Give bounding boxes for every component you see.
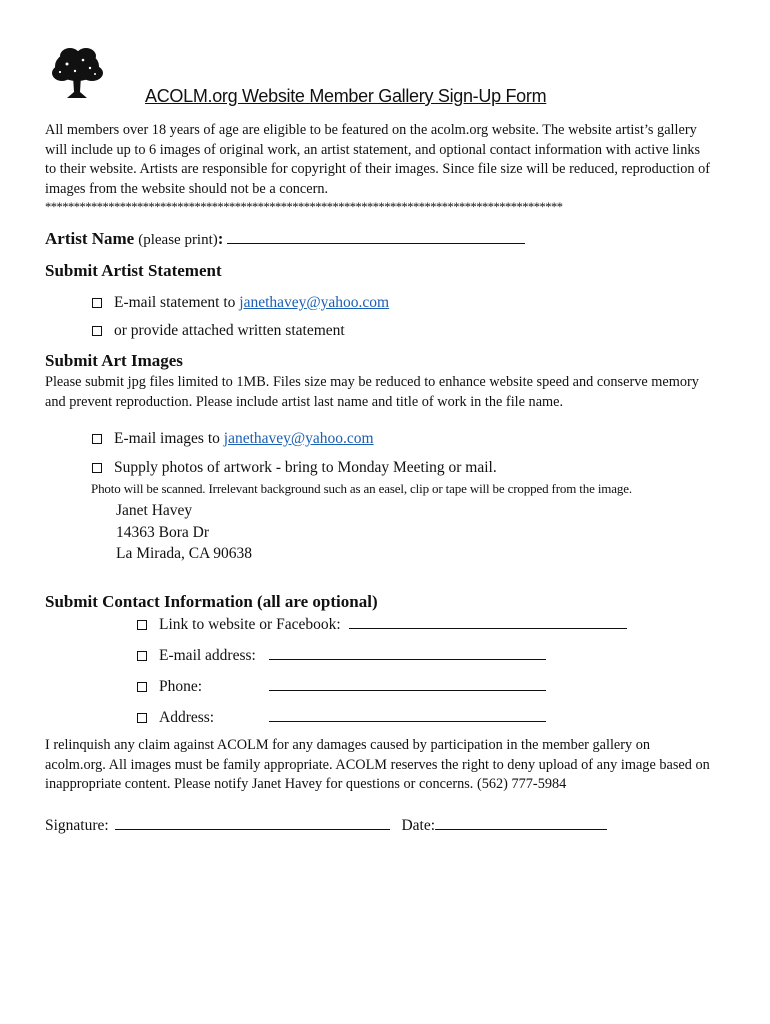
contact-website-row	[137, 614, 627, 634]
page-title: ACOLM.org Website Member Gallery Sign-Up Form	[145, 86, 547, 106]
photo-note: Photo will be scanned. Irrelevant background such as an easel, clip or tape will be cropped from the image.	[91, 481, 632, 496]
website-field[interactable]	[349, 614, 627, 629]
statement-email-option[interactable]	[92, 294, 389, 312]
images-email-text: E-mail images to	[114, 430, 224, 447]
divider-asterisks: ******************************************************************************************	[45, 200, 563, 214]
statement-email-link[interactable]: janethavey@yahoo.com	[239, 294, 390, 311]
checkbox-icon[interactable]	[137, 713, 147, 723]
checkbox-icon[interactable]	[92, 298, 102, 308]
checkbox-icon[interactable]	[137, 651, 147, 661]
images-email-link[interactable]: janethavey@yahoo.com	[223, 430, 374, 447]
date-field[interactable]	[435, 815, 607, 830]
contact-email-row	[137, 645, 546, 665]
email-label: E-mail address:	[159, 647, 256, 664]
contact-phone-row	[137, 676, 546, 696]
address-field[interactable]	[269, 707, 546, 722]
checkbox-icon[interactable]	[92, 326, 102, 336]
statement-written-option[interactable]	[92, 322, 345, 340]
images-mail-option[interactable]	[92, 459, 497, 477]
address-city: La Mirada, CA 90638	[116, 545, 253, 562]
artist-name-row	[45, 229, 525, 249]
images-email-option[interactable]	[92, 430, 374, 448]
signature-field[interactable]	[115, 815, 390, 830]
artist-name-hint: (please print)	[138, 232, 218, 248]
phone-field[interactable]	[269, 676, 546, 691]
email-field[interactable]	[269, 645, 546, 660]
checkbox-icon[interactable]	[137, 682, 147, 692]
phone-label: Phone:	[159, 678, 203, 695]
statement-written-text: or provide attached written statement	[114, 322, 345, 339]
checkbox-icon[interactable]	[92, 463, 102, 473]
mailing-address	[116, 500, 252, 565]
artist-statement-heading: Submit Artist Statement	[45, 261, 222, 280]
artist-name-colon: :	[217, 229, 224, 248]
art-images-instructions: Please submit jpg files limited to 1MB. Files size may be reduced to enhance website speed and conserve memory and prevent reproduction. Please include artist last name and title of work in the file name.	[45, 374, 699, 410]
artist-name-field[interactable]	[227, 229, 525, 244]
contact-heading: Submit Contact Information (all are optional)	[45, 592, 378, 611]
images-mail-text: Supply photos of artwork - bring to Monday Meeting or mail.	[114, 459, 497, 476]
checkbox-icon[interactable]	[92, 434, 102, 444]
tree-icon	[50, 46, 104, 102]
intro-paragraph: All members over 18 years of age are eligible to be featured on the acolm.org website. The website artist’s gallery will include up to 6 images of original work, an artist statement, and optional contact information with active links to their website. Artists are responsible for copyright of their images. Since file size will be reduced, reproduction of images from the website should not be a concern.	[45, 122, 711, 197]
website-label: Link to website or Facebook:	[159, 616, 341, 633]
signature-row	[45, 815, 607, 835]
statement-email-text: E-mail statement to	[114, 294, 240, 311]
date-label: Date:	[401, 817, 436, 834]
artist-name-label: Artist Name	[45, 229, 135, 248]
tree-logo	[50, 46, 104, 102]
disclaimer-paragraph: I relinquish any claim against ACOLM for any damages caused by participation in the member gallery on acolm.org. All images must be family appropriate. ACOLM reserves the right to deny upload of any image based on inappropriate content. Please notify Janet Havey for questions or concerns. (562) 777-5984	[45, 737, 710, 792]
address-name: Janet Havey	[116, 502, 193, 519]
address-label: Address:	[159, 709, 215, 726]
address-street: 14363 Bora Dr	[116, 523, 209, 541]
contact-address-row	[137, 707, 546, 727]
signature-label: Signature:	[45, 817, 109, 834]
checkbox-icon[interactable]	[137, 620, 147, 630]
art-images-heading: Submit Art Images	[45, 351, 183, 370]
